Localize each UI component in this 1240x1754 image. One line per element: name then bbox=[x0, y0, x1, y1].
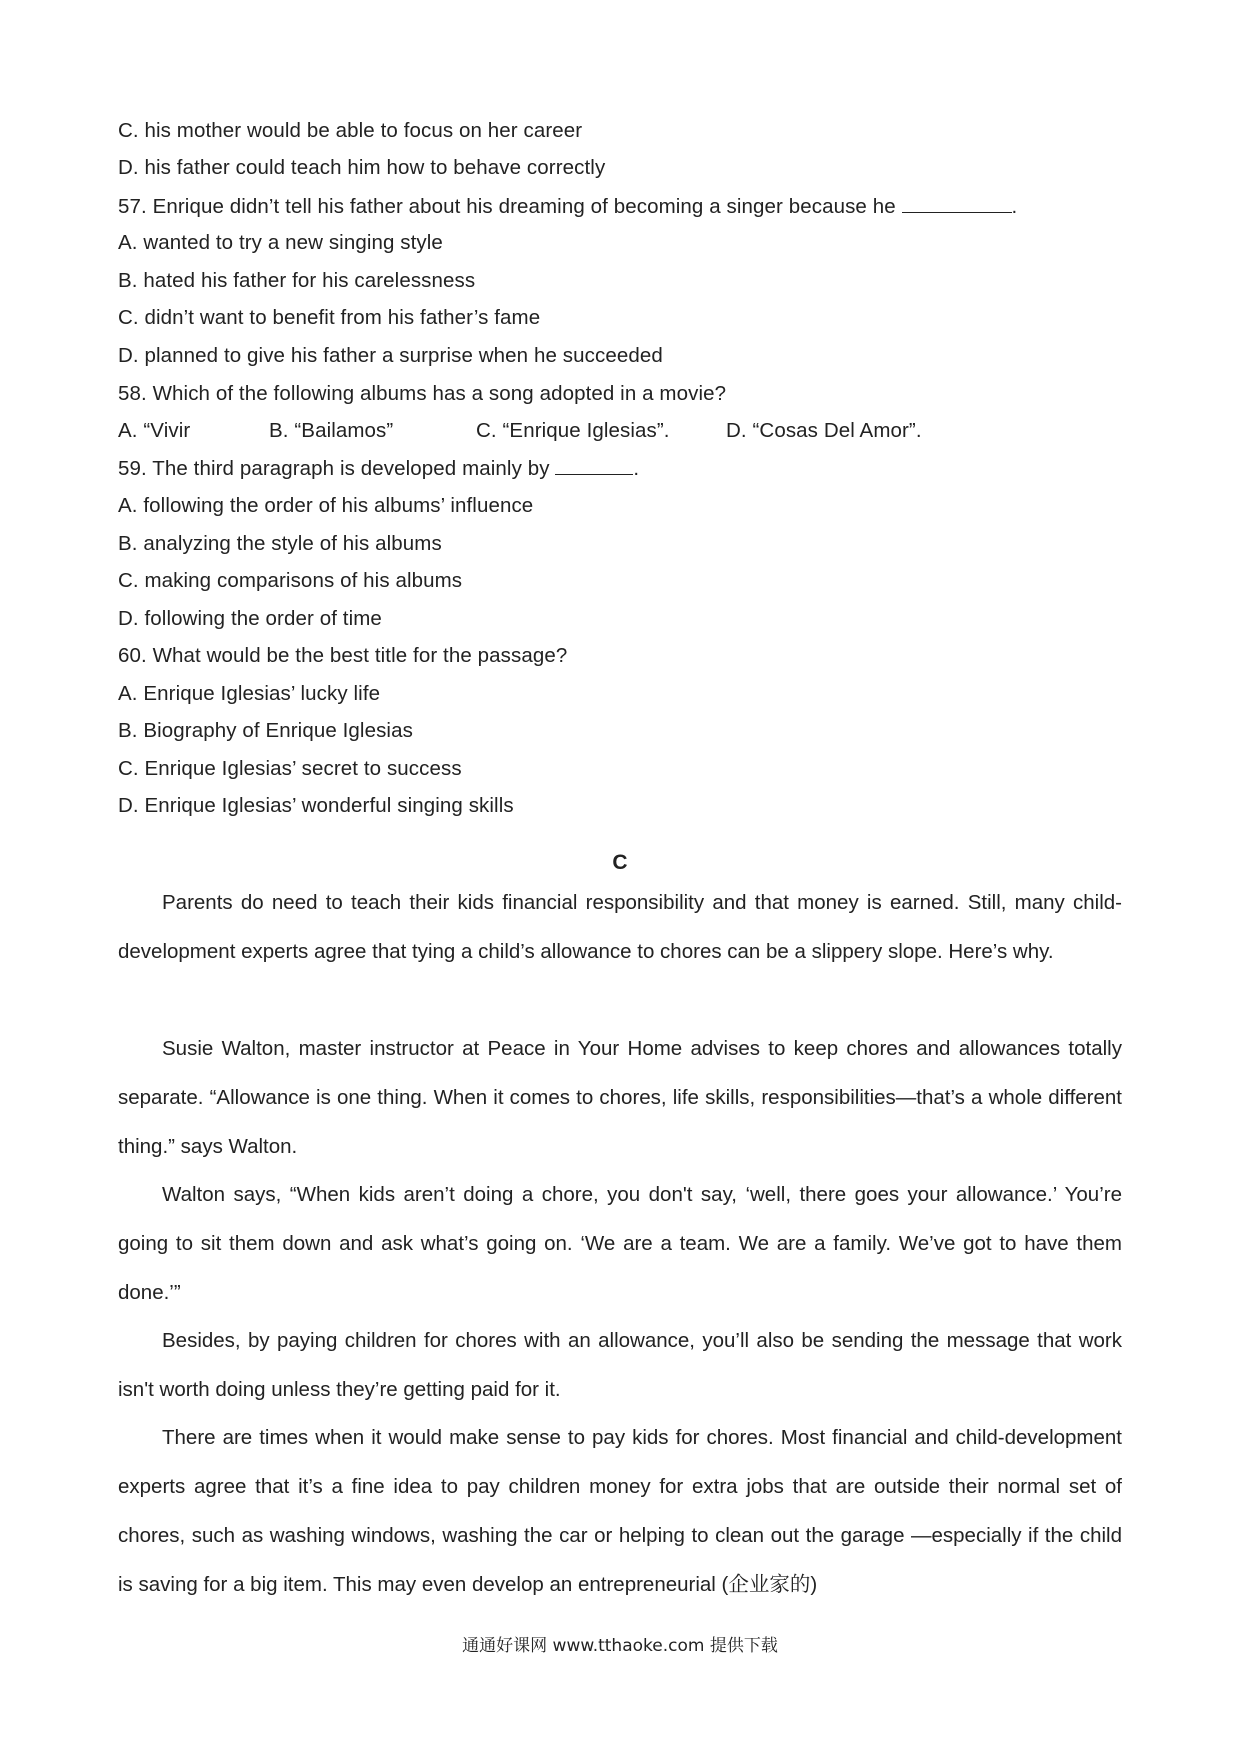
section-c-heading: C bbox=[612, 851, 628, 874]
section-c-paragraph-1: Parents do need to teach their kids financial responsibility and that money is earned. Still, many child-development experts agree that tying a child’s allowance to chores can be a slippery slope. Here’s why. bbox=[118, 891, 1122, 963]
q60-option-b: B. Biography of Enrique Iglesias bbox=[118, 719, 413, 742]
q60-option-d: D. Enrique Iglesias’ wonderful singing skills bbox=[118, 794, 514, 817]
q59-option-c: C. making comparisons of his albums bbox=[118, 569, 463, 592]
q57-option-d: D. planned to give his father a surprise when he succeeded bbox=[118, 344, 663, 367]
q57-answer-blank bbox=[902, 194, 1012, 213]
page-footer: 通通好课网 www.tthaoke.com 提供下载 bbox=[462, 1636, 778, 1656]
q58-option-a: A. “Vivir bbox=[118, 419, 191, 442]
q58-option-c: C. “Enrique Iglesias”. bbox=[476, 419, 670, 442]
q57-option-b: B. hated his father for his carelessness bbox=[118, 269, 476, 292]
q60-option-a: A. Enrique Iglesias’ lucky life bbox=[118, 682, 381, 705]
q57-option-a: A. wanted to try a new singing style bbox=[118, 231, 443, 254]
q58-options bbox=[118, 419, 1118, 443]
q59-stem-text: 59. The third paragraph is developed mainly by bbox=[118, 457, 550, 480]
q58-option-d: D. “Cosas Del Amor”. bbox=[726, 419, 922, 442]
q59-stem-end: . bbox=[633, 457, 640, 480]
section-c-paragraph-5: There are times when it would make sense to pay kids for chores. Most financial and child-development experts agree that it’s a fine idea to pay children money for extra jobs that are outside their normal set of chores, such as washing windows, washing the car or helping to clean out the garage —especially if the child is saving for a big item. This may even develop an entrepreneurial (企业家的) bbox=[118, 1426, 1122, 1596]
q59-answer-blank bbox=[555, 456, 633, 475]
q59-stem bbox=[118, 456, 639, 481]
q60-stem: 60. What would be the best title for the passage? bbox=[118, 644, 568, 667]
q59-option-a: A. following the order of his albums’ influence bbox=[118, 494, 534, 517]
section-c-paragraph-2: Susie Walton, master instructor at Peace in Your Home advises to keep chores and allowances totally separate. “Allowance is one thing. When it comes to chores, life skills, responsibilities—that’s a whole different thing.” says Walton. bbox=[118, 1037, 1122, 1158]
q57-stem-text: 57. Enrique didn’t tell his father about his dreaming of becoming a singer because he bbox=[118, 195, 896, 218]
q57-stem-end: . bbox=[1011, 195, 1018, 218]
q56-option-c: C. his mother would be able to focus on her career bbox=[118, 119, 583, 142]
q58-stem: 58. Which of the following albums has a song adopted in a movie? bbox=[118, 382, 727, 405]
section-c-paragraph-3: Walton says, “When kids aren’t doing a chore, you don't say, ‘well, there goes your allowance.’ You’re going to sit them down and ask what’s going on. ‘We are a team. We are a family. We’ve got to have them done.’” bbox=[118, 1183, 1122, 1304]
section-c-paragraph-4: Besides, by paying children for chores with an allowance, you’ll also be sending the message that work isn't worth doing unless they’re getting paid for it. bbox=[118, 1329, 1122, 1401]
q56-option-d: D. his father could teach him how to behave correctly bbox=[118, 156, 606, 179]
q57-option-c: C. didn’t want to benefit from his father’s fame bbox=[118, 306, 541, 329]
q59-option-d: D. following the order of time bbox=[118, 607, 382, 630]
q60-option-c: C. Enrique Iglesias’ secret to success bbox=[118, 757, 462, 780]
q58-option-b: B. “Bailamos” bbox=[269, 419, 394, 442]
q57-stem bbox=[118, 194, 1017, 219]
q59-option-b: B. analyzing the style of his albums bbox=[118, 532, 442, 555]
